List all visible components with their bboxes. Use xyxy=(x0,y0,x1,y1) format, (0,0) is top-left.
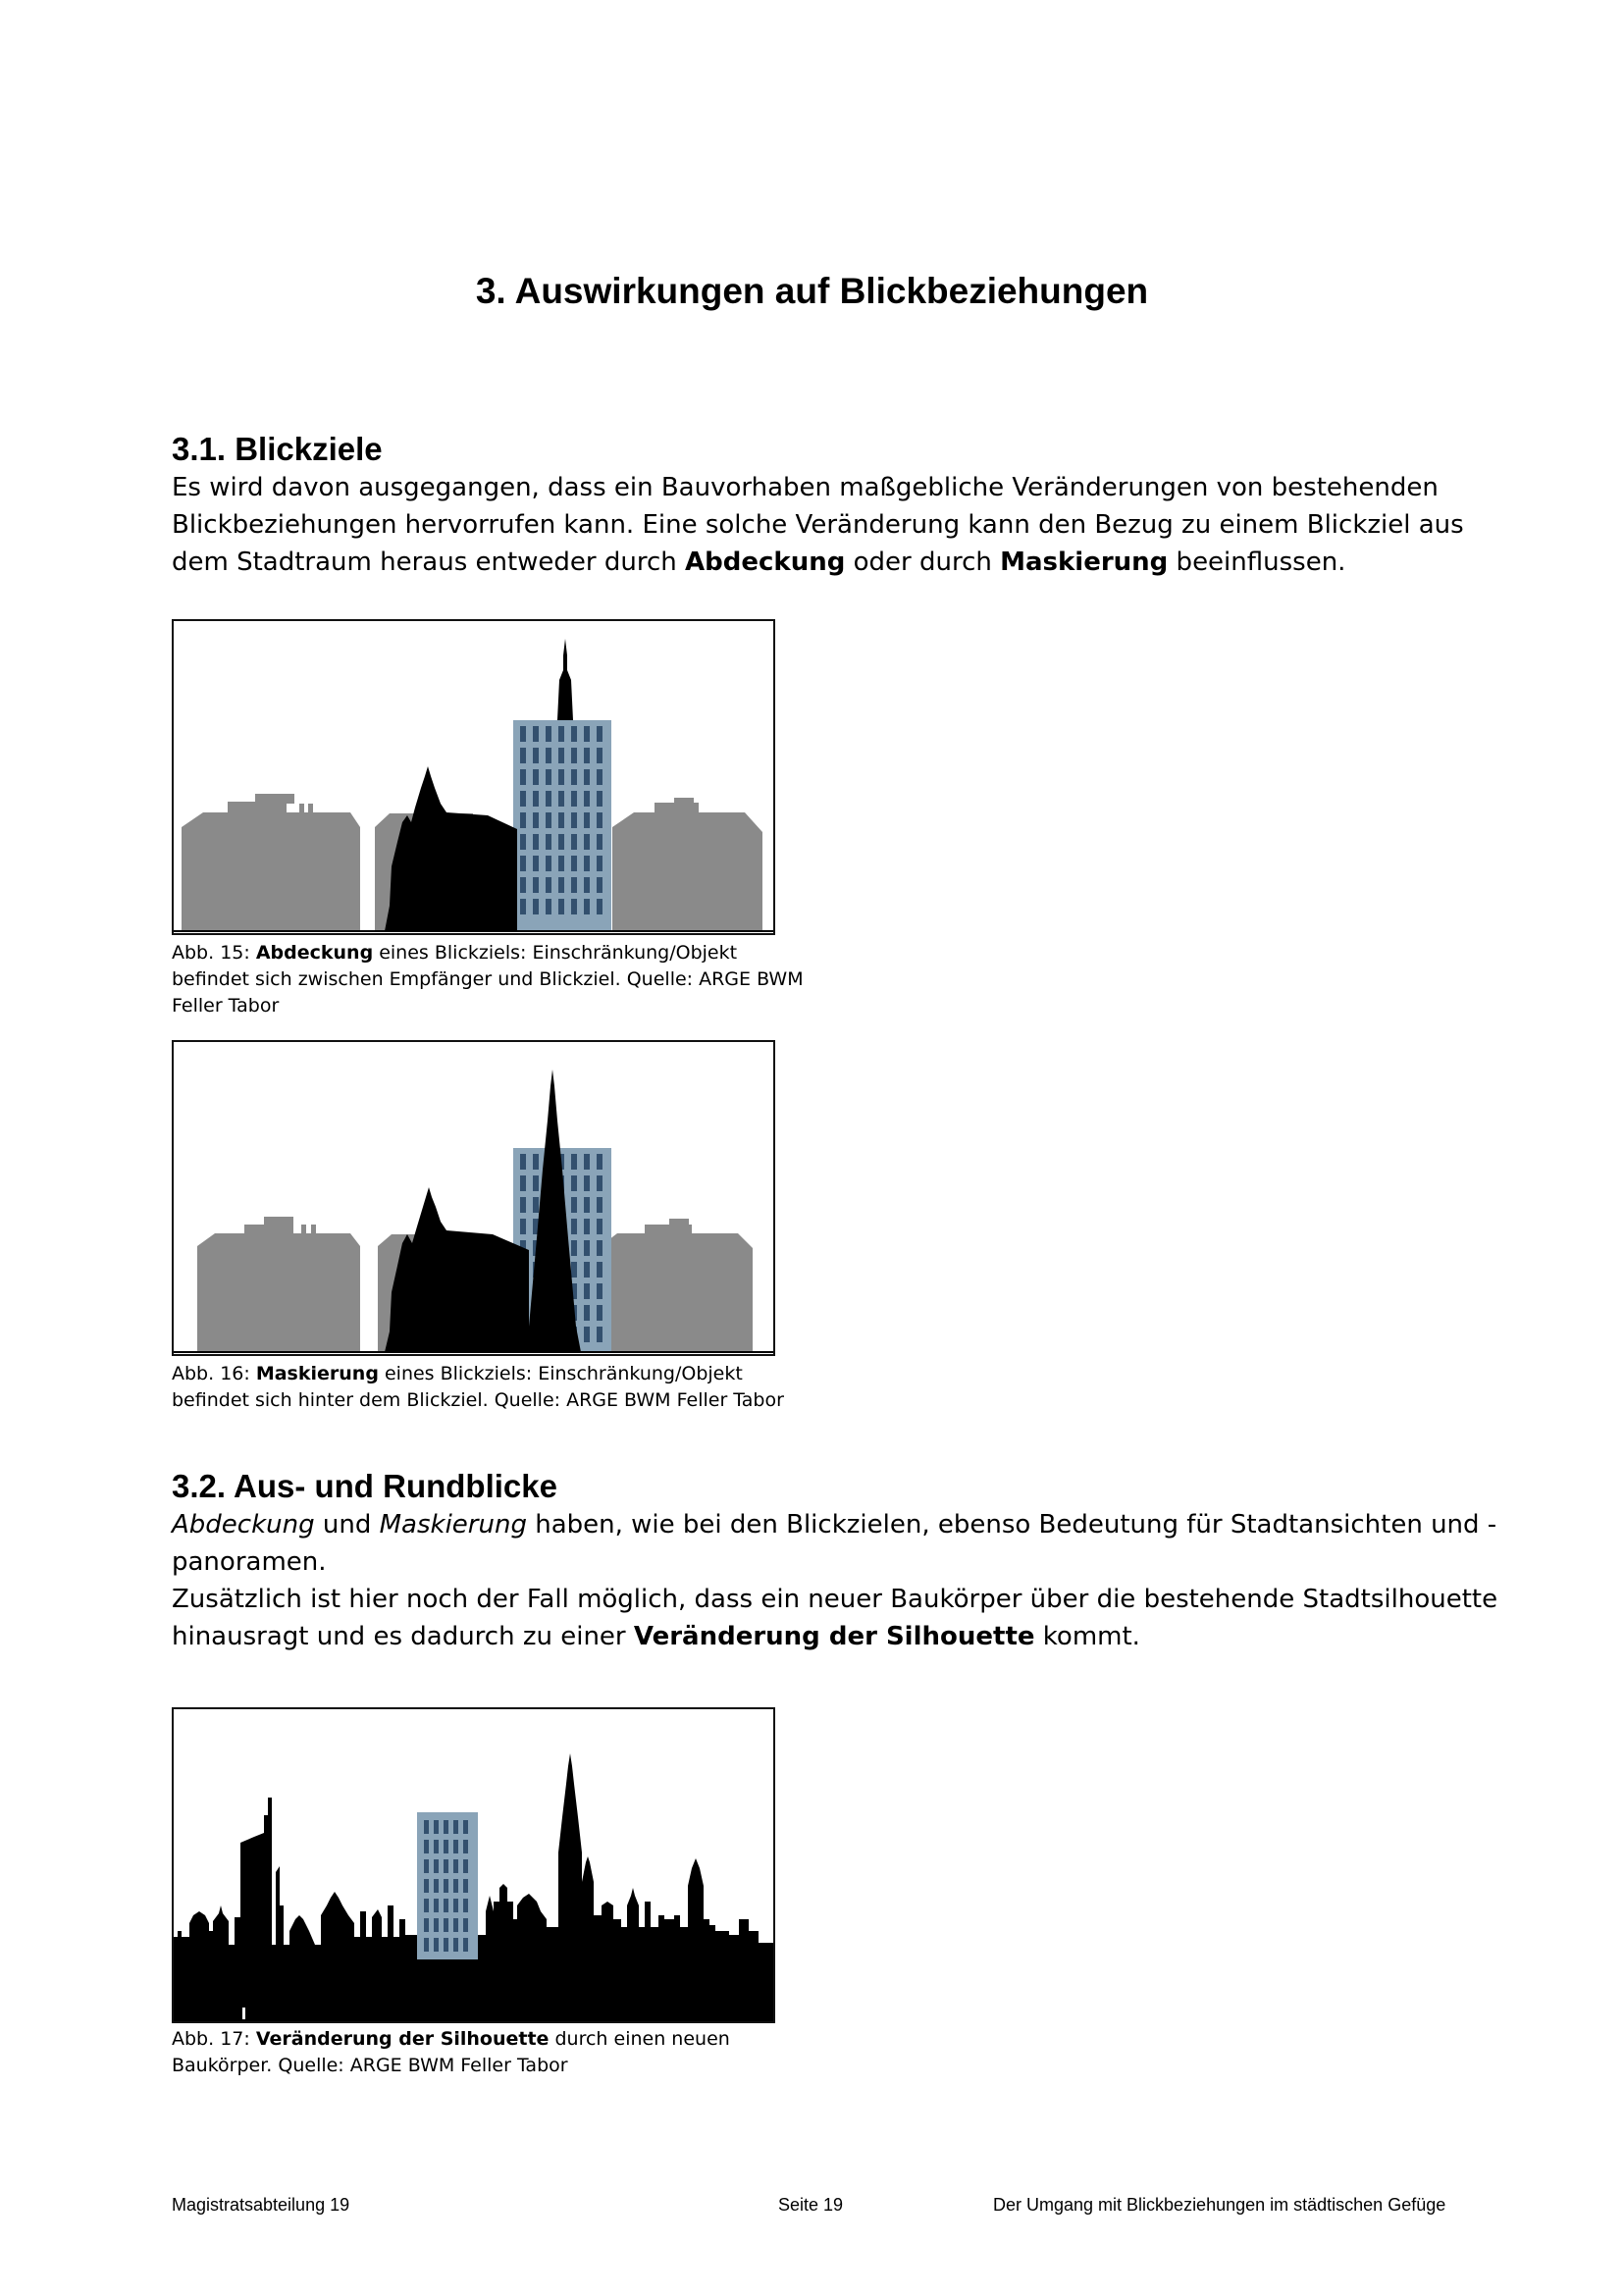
footer-page-number: Seite 19 xyxy=(778,2195,844,2215)
right-apartment-building xyxy=(601,1219,753,1352)
text-run: und xyxy=(314,1510,380,1539)
maskierung-illustration xyxy=(174,1042,773,1354)
section-heading-aus-und-rundblicke: 3.2. Aus- und Rundblicke xyxy=(172,1468,557,1504)
figure-17-caption xyxy=(172,2026,800,2079)
text-run: beeinflussen. xyxy=(1168,548,1346,577)
silhouette-illustration xyxy=(174,1709,773,2021)
paragraph-line: panoramen. xyxy=(172,1547,327,1577)
italic-term-abdeckung: Abdeckung xyxy=(172,1510,315,1539)
footer-department: Magistratsabteilung 19 xyxy=(172,2195,350,2215)
paragraph-line: Es wird davon ausgegangen, dass ein Bauvorhaben maßgebliche Veränderungen von bestehenden xyxy=(172,473,1439,502)
text-run: durch einen neuen xyxy=(549,2028,730,2050)
left-apartment-building xyxy=(197,1217,360,1352)
caption-line xyxy=(172,2026,800,2053)
caption-bold-term: Maskierung xyxy=(255,1363,379,1384)
caption-line: Feller Tabor xyxy=(172,995,280,1017)
tower-block xyxy=(513,639,611,931)
text-run: oder durch xyxy=(845,548,1001,577)
caption-line: befindet sich hinter dem Blickziel. Quelle: ARGE BWM Feller Tabor xyxy=(172,1389,784,1411)
caption-line xyxy=(172,940,800,966)
text-run: eines Blickziels: Einschränkung/Objekt xyxy=(378,1363,743,1384)
footer-document-title: Der Umgang mit Blickbeziehungen im städtischen Gefüge xyxy=(993,2195,1446,2215)
figure-15-caption xyxy=(172,940,804,1019)
text-run: Abb. 17: xyxy=(172,2028,256,2050)
caption-line: befindet sich zwischen Empfänger und Blickziel. Quelle: ARGE BWM xyxy=(172,968,804,990)
abdeckung-illustration xyxy=(174,621,773,933)
section-rundblicke-paragraph xyxy=(172,1506,1498,1655)
text-run: Abb. 16: xyxy=(172,1363,256,1384)
caption-line xyxy=(172,1361,800,1387)
left-apartment-building xyxy=(182,794,360,931)
caption-bold-term: Abdeckung xyxy=(255,942,374,964)
text-run: Abb. 15: xyxy=(172,942,256,964)
paragraph-line xyxy=(172,1618,1477,1655)
paragraph-line xyxy=(172,544,1477,581)
bold-term-maskierung: Maskierung xyxy=(1000,548,1169,577)
figure-maskierung xyxy=(172,1040,775,1356)
bold-term-silhouette: Veränderung der Silhouette xyxy=(633,1622,1035,1651)
figure-silhouette xyxy=(172,1707,775,2023)
bold-term-abdeckung: Abdeckung xyxy=(685,548,846,577)
caption-line: Baukörper. Quelle: ARGE BWM Feller Tabor xyxy=(172,2055,568,2076)
figure-abdeckung xyxy=(172,619,775,935)
figure-16-caption xyxy=(172,1361,800,1414)
text-run: eines Blickziels: Einschränkung/Objekt xyxy=(373,942,738,964)
paragraph-line: Zusätzlich ist hier noch der Fall möglich, dass ein neuer Baukörper über die bestehende Stadtsilhouette xyxy=(172,1585,1498,1614)
new-tower-block xyxy=(417,1812,478,1959)
text-run: dem Stadtraum heraus entweder durch xyxy=(172,548,686,577)
caption-bold-term: Veränderung der Silhouette xyxy=(255,2028,550,2050)
paragraph-line: Blickbeziehungen hervorrufen kann. Eine solche Veränderung kann den Bezug zu einem Blickziel aus xyxy=(172,510,1464,540)
section-blickziele-paragraph xyxy=(172,469,1477,581)
text-run: kommt. xyxy=(1034,1622,1140,1651)
paragraph-line xyxy=(172,1506,1497,1543)
text-run: haben, wie bei den Blickzielen, ebenso Bedeutung für Stadtansichten und - xyxy=(526,1510,1497,1539)
page-title: 3. Auswirkungen auf Blickbeziehungen xyxy=(475,271,1149,311)
italic-term-maskierung: Maskierung xyxy=(379,1510,527,1539)
cathedral-silhouette xyxy=(385,766,517,931)
text-run: hinausragt und es dadurch zu einer xyxy=(172,1622,634,1651)
section-heading-blickziele: 3.1. Blickziele xyxy=(172,431,383,467)
cathedral-silhouette xyxy=(385,1070,581,1352)
right-apartment-building xyxy=(612,798,762,931)
